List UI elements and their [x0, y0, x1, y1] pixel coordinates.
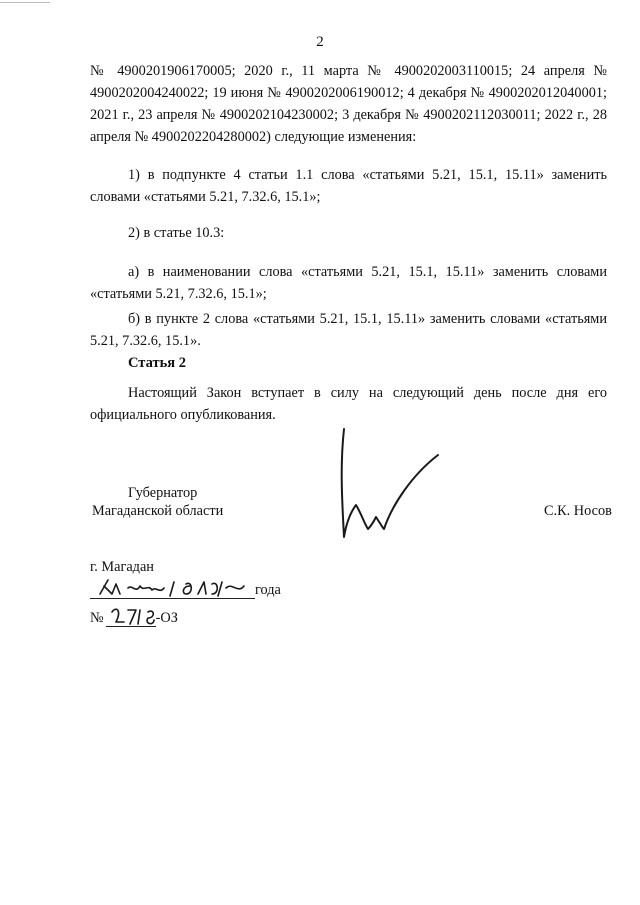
paragraph-registry-list: № 4900201906170005; 2020 г., 11 марта № 4900202003110015; 24 апреля № 4900202004240022; 19 июня № 4900202006190012; 4 декабря № 4900202012040001; 2021 г., 23 апреля № 4900202104230002; 3 декабря № 4900202112030011; 2022 г., 28 апреля № 4900202204280002) следующие изменения: [90, 63, 607, 145]
number-prefix: № [90, 610, 104, 626]
handwritten-date-stroke [94, 574, 254, 600]
signing-city: г. Магадан [90, 559, 154, 575]
signatory-region: Магаданской области [92, 503, 224, 519]
article-heading: Статья 2 [128, 355, 186, 371]
handwritten-signature [320, 425, 450, 540]
signatory-name: С.К. Носов [544, 503, 612, 519]
page-number: 2 [316, 34, 324, 50]
signing-date-handwritten [90, 576, 255, 599]
number-suffix: -ОЗ [155, 610, 178, 626]
law-number-handwritten [106, 604, 156, 627]
paragraph-item-2b: б) в пункте 2 слова «статьями 5.21, 15.1, 15.11» заменить словами «статьями 5.21, 7.32.6, 15.1». [90, 311, 607, 349]
paragraph-item-1: 1) в подпункте 4 статьи 1.1 слова «статьями 5.21, 15.1, 15.11» заменить словами «статьями 5.21, 7.32.6, 15.1»; [90, 167, 607, 205]
paragraph-item-2a: а) в наименовании слова «статьями 5.21, 15.1, 15.11» заменить словами «статьями 5.21, 7.32.6, 15.1»; [90, 264, 607, 302]
paragraph-item-2: 2) в статье 10.3: [128, 225, 225, 241]
date-suffix: года [255, 582, 281, 598]
signatory-title: Губернатор [128, 485, 198, 501]
handwritten-number-stroke [108, 602, 158, 628]
scan-edge-line [0, 2, 50, 3]
law-number-line [90, 603, 178, 627]
paragraph-entry-into-force: Настоящий Закон вступает в силу на следующий день после дня его официального опубликования. [90, 385, 607, 423]
signing-date-line [90, 575, 281, 599]
